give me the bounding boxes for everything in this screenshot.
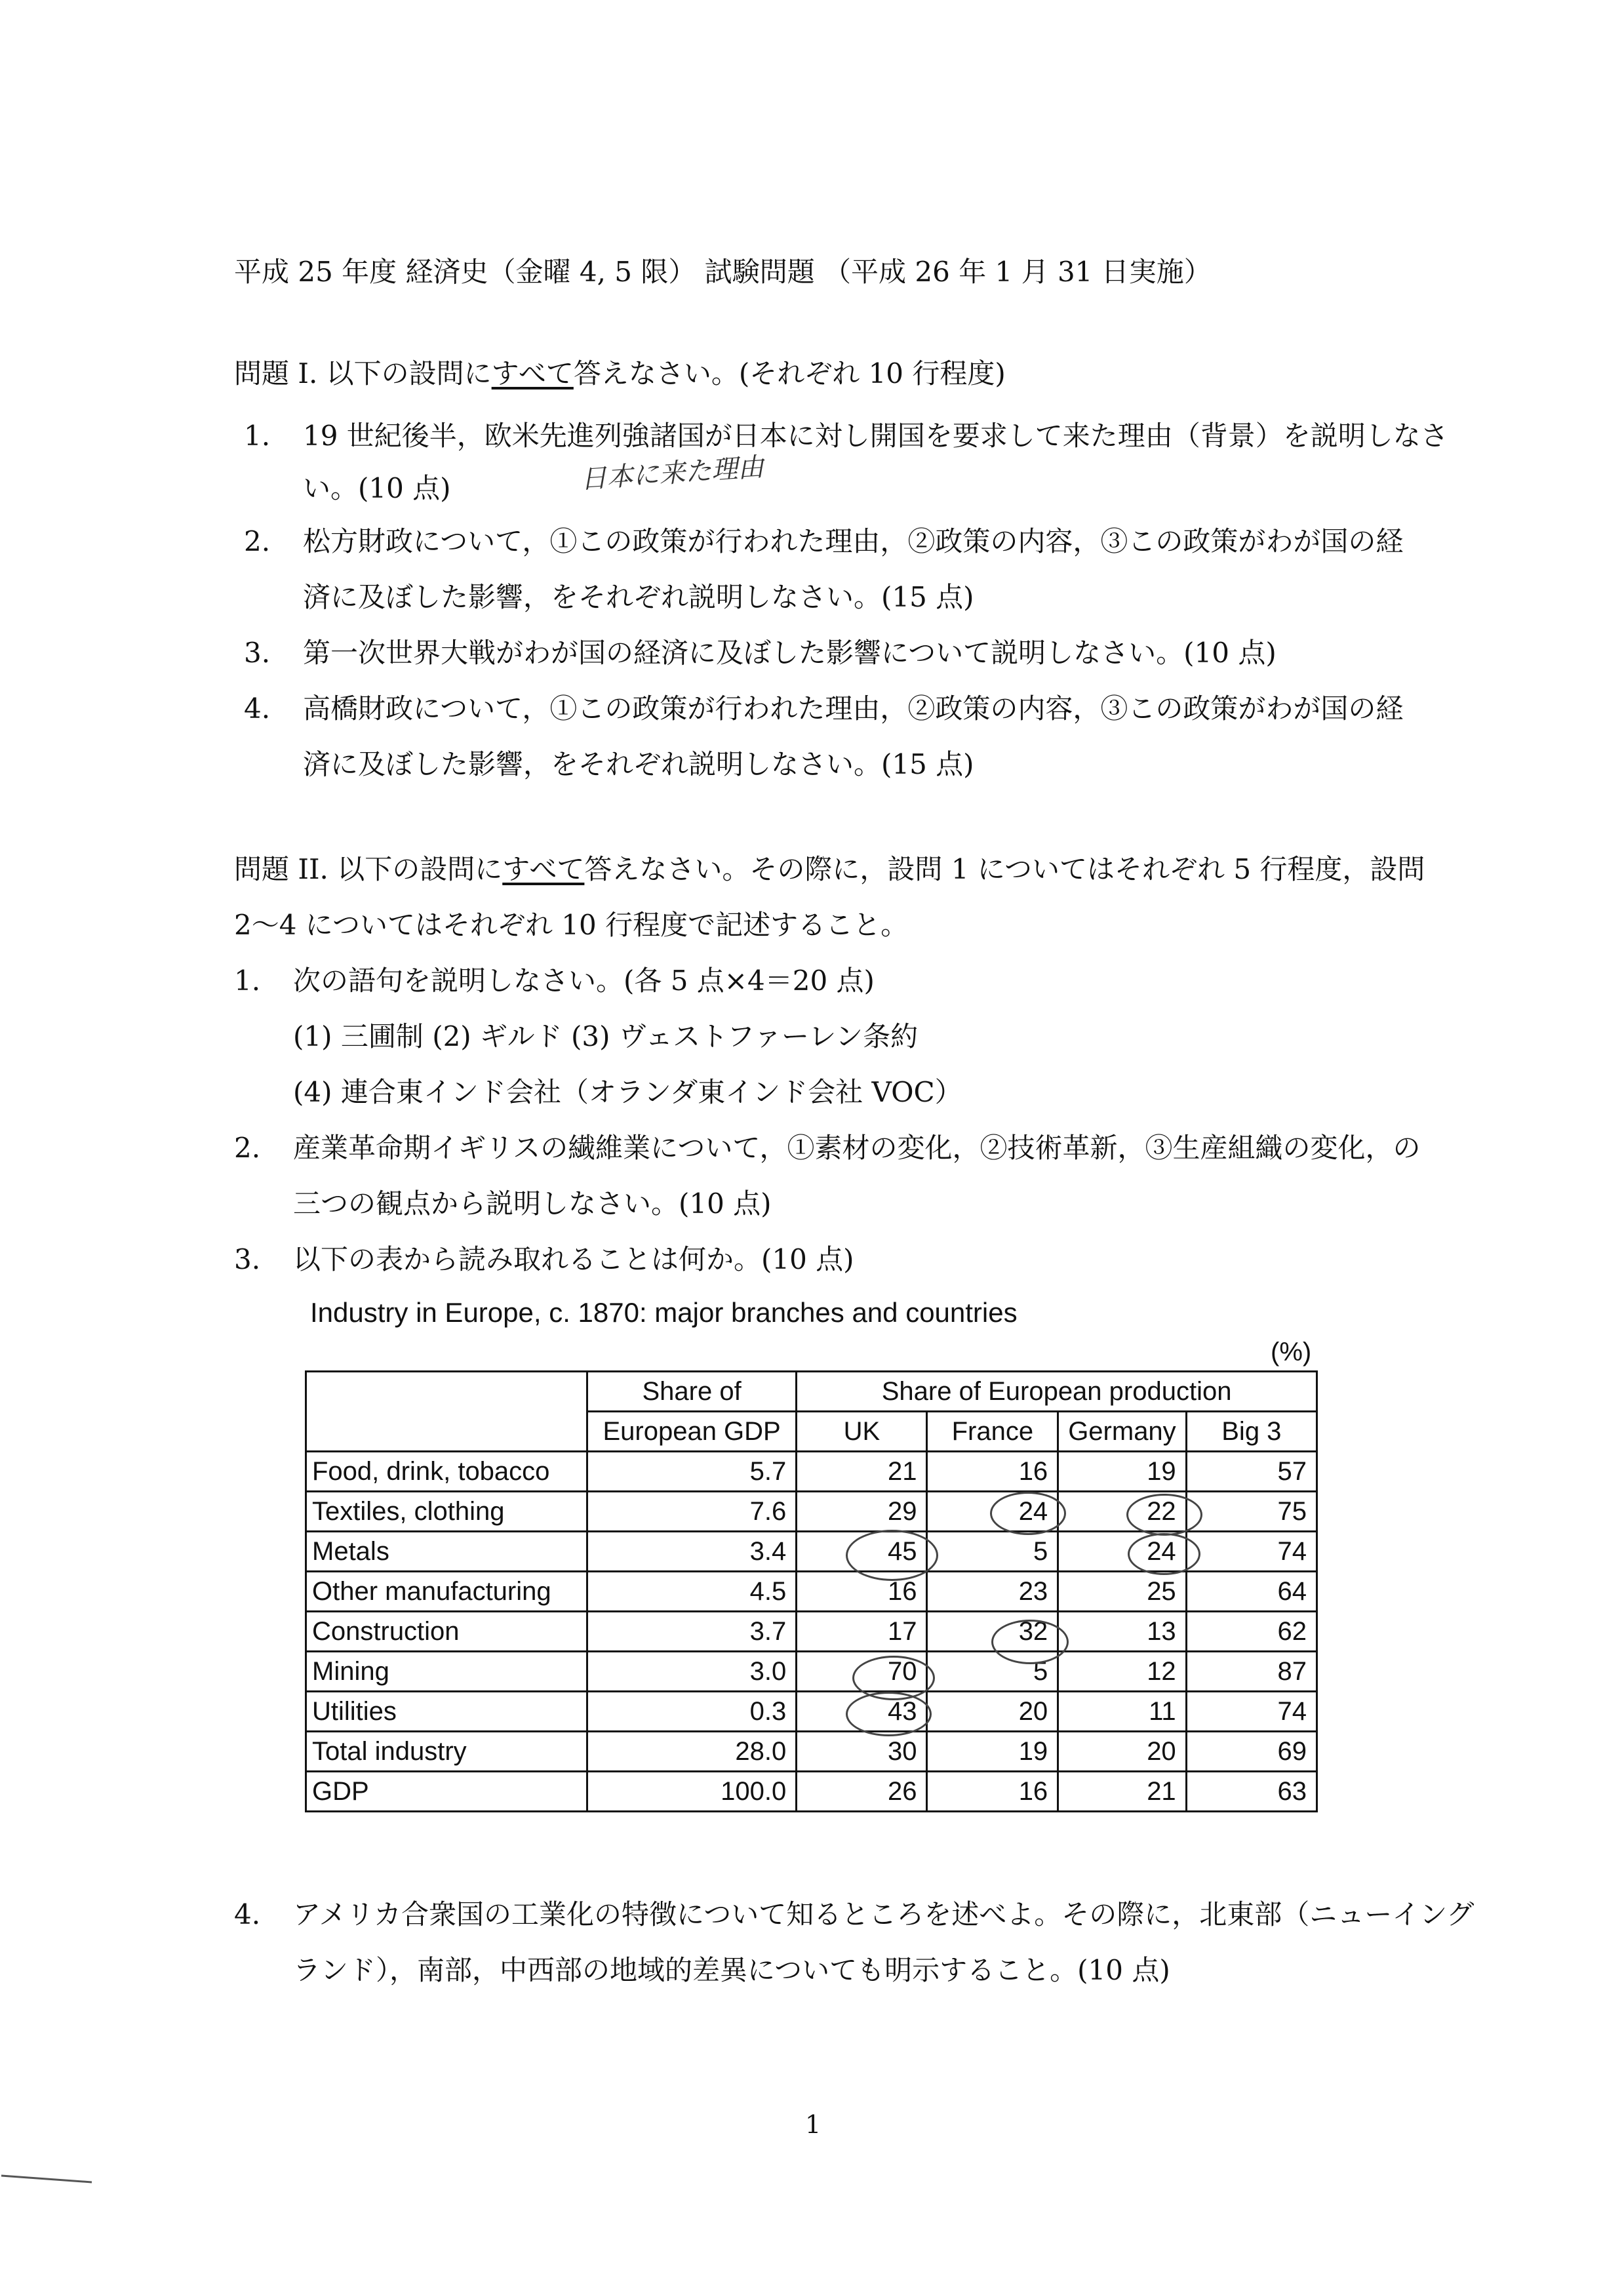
table-header-row-1 [306, 1372, 1317, 1412]
industry-table [305, 1370, 1318, 1812]
cell-gdp: 28.0 [587, 1732, 797, 1772]
question-number: 2. [244, 525, 271, 557]
handwritten-circle-mark [1126, 1494, 1202, 1536]
cell-france: 23 [927, 1572, 1058, 1612]
question-number: 4. [244, 692, 271, 725]
section-1-heading-underlined: すべて [491, 357, 574, 389]
section-1-question-2-line-2: 済に及ぼした影響，をそれぞれ説明しなさい。(15 点) [303, 581, 974, 613]
row-label: Utilities [306, 1692, 587, 1732]
header-france: France [927, 1412, 1058, 1452]
cell-france: 32 [927, 1612, 1058, 1652]
question-text: 以下の表から読み取れることは何か。(10 点) [293, 1243, 854, 1275]
cell-germany: 19 [1058, 1452, 1187, 1492]
question-text: 次の語句を説明しなさい。(各 5 点×4＝20 点) [293, 965, 875, 997]
section-2-question-1-terms-line-1: (1) 三圃制 (2) ギルド (3) ヴェストファーレン条約 [293, 1020, 919, 1052]
header-gdp-line-1: Share of [587, 1372, 797, 1412]
section-2-question-2-line-2: 三つの観点から説明しなさい。(10 点) [293, 1187, 772, 1220]
handwritten-circle-mark [991, 1620, 1069, 1664]
question-number: 1. [234, 965, 261, 997]
cell-gdp: 3.7 [587, 1612, 797, 1652]
cell-france: 5 [927, 1652, 1058, 1692]
cell-gdp: 4.5 [587, 1572, 797, 1612]
question-text: 産業革命期イギリスの繊維業について，①素材の変化，②技術革新，③生産組織の変化，の [293, 1132, 1421, 1164]
cell-uk: 45 [797, 1532, 927, 1572]
cell-big3: 75 [1186, 1492, 1317, 1532]
section-1-question-4-line-2: 済に及ぼした影響，をそれぞれ説明しなさい。(15 点) [303, 748, 974, 780]
cell-france: 5 [927, 1532, 1058, 1572]
table-row [306, 1692, 1317, 1732]
cell-uk: 26 [797, 1772, 927, 1812]
page-number: 1 [805, 2110, 822, 2139]
cell-france: 16 [927, 1772, 1058, 1812]
header-empty-cell [306, 1372, 587, 1452]
cell-france: 19 [927, 1732, 1058, 1772]
cell-uk: 43 [797, 1692, 927, 1732]
row-label: Total industry [306, 1732, 587, 1772]
cell-big3: 74 [1186, 1532, 1317, 1572]
row-label: Mining [306, 1652, 587, 1692]
question-number: 1. [244, 420, 271, 452]
question-text: アメリカ合衆国の工業化の特徴について知るところを述べよ。その際に，北東部（ニューイング [293, 1898, 1475, 1930]
section-2-question-2 [234, 1127, 1420, 1166]
question-number: 3. [244, 637, 271, 669]
section-2-question-4-line-2: ランド），南部，中西部の地域的差異についても明示すること。(10 点) [293, 1954, 1170, 1986]
header-germany: Germany [1058, 1412, 1187, 1452]
table-unit: (%) [1271, 1338, 1312, 1367]
section-1-heading-post: 答えなさい。(それぞれ 10 行程度) [573, 357, 1006, 389]
cell-big3: 57 [1186, 1452, 1317, 1492]
scan-mark [0, 2164, 105, 2190]
cell-france: 24 [927, 1492, 1058, 1532]
section-2-heading [234, 848, 1425, 887]
cell-germany: 22 [1058, 1492, 1187, 1532]
cell-big3: 87 [1186, 1652, 1317, 1692]
cell-germany: 21 [1058, 1772, 1187, 1812]
row-label: Other manufacturing [306, 1572, 587, 1612]
row-label: GDP [306, 1772, 587, 1812]
section-2-heading-underlined: すべて [502, 853, 585, 885]
section-1-heading-pre: 問題 I. 以下の設問に [234, 357, 492, 389]
exam-title: 平成 25 年度 経済史（金曜 4, 5 限） 試験問題 （平成 26 年 1 月 31 日実施） [234, 256, 1212, 288]
section-2-question-3 [234, 1238, 854, 1277]
cell-germany: 13 [1058, 1612, 1187, 1652]
section-2-question-1-terms-line-2: (4) 連合東インド会社（オランダ東インド会社 VOC） [293, 1076, 962, 1108]
cell-germany: 24 [1058, 1532, 1187, 1572]
handwritten-circle-mark [846, 1692, 932, 1736]
table-title: Industry in Europe, c. 1870: major branches and countries [310, 1297, 1018, 1328]
cell-gdp: 3.0 [587, 1652, 797, 1692]
cell-germany: 20 [1058, 1732, 1187, 1772]
section-2-question-4 [234, 1893, 1474, 1932]
cell-germany: 25 [1058, 1572, 1187, 1612]
cell-germany: 11 [1058, 1692, 1187, 1732]
cell-uk: 21 [797, 1452, 927, 1492]
question-text: 19 世紀後半，欧米先進列強諸国が日本に対し開国を要求して来た理由（背景）を説明しなさ [303, 420, 1448, 452]
handwritten-circle-mark [990, 1492, 1066, 1535]
question-text: 松方財政について，①この政策が行われた理由，②政策の内容，③この政策がわが国の経 [303, 525, 1404, 557]
section-1-question-1 [244, 414, 1448, 454]
handwritten-note: 日本に来た理由 [579, 452, 765, 495]
section-2-heading-line-2: 2～4 についてはそれぞれ 10 行程度で記述すること。 [234, 909, 909, 941]
header-share-production: Share of European production [797, 1372, 1317, 1412]
row-label: Textiles, clothing [306, 1492, 587, 1532]
cell-uk: 16 [797, 1572, 927, 1612]
cell-big3: 64 [1186, 1572, 1317, 1612]
cell-uk: 30 [797, 1732, 927, 1772]
row-label: Metals [306, 1532, 587, 1572]
table-row [306, 1572, 1317, 1612]
handwritten-circle-mark [846, 1530, 938, 1581]
section-1-question-1-line-2: い。(10 点) [303, 472, 451, 504]
question-number: 4. [234, 1898, 261, 1930]
section-1-question-4 [244, 687, 1403, 727]
table-row [306, 1452, 1317, 1492]
cell-gdp: 3.4 [587, 1532, 797, 1572]
table-row [306, 1612, 1317, 1652]
cell-gdp: 7.6 [587, 1492, 797, 1532]
cell-uk: 17 [797, 1612, 927, 1652]
table-row [306, 1652, 1317, 1692]
header-gdp-line-2: European GDP [587, 1412, 797, 1452]
cell-big3: 63 [1186, 1772, 1317, 1812]
question-number: 3. [234, 1243, 261, 1275]
cell-uk: 70 [797, 1652, 927, 1692]
header-big3: Big 3 [1186, 1412, 1317, 1452]
question-text: 第一次世界大戦がわが国の経済に及ぼした影響について説明しなさい。(10 点) [303, 637, 1277, 669]
section-1-question-2 [244, 520, 1403, 559]
cell-uk: 29 [797, 1492, 927, 1532]
table-row [306, 1732, 1317, 1772]
question-text: 高橋財政について，①この政策が行われた理由，②政策の内容，③この政策がわが国の経 [303, 692, 1404, 725]
cell-big3: 74 [1186, 1692, 1317, 1732]
row-label: Food, drink, tobacco [306, 1452, 587, 1492]
section-1-heading [234, 352, 1006, 391]
cell-gdp: 0.3 [587, 1692, 797, 1732]
cell-gdp: 5.7 [587, 1452, 797, 1492]
cell-big3: 69 [1186, 1732, 1317, 1772]
row-label: Construction [306, 1612, 587, 1652]
section-2-question-1 [234, 959, 875, 999]
question-number: 2. [234, 1132, 261, 1164]
table-row [306, 1772, 1317, 1812]
cell-gdp: 100.0 [587, 1772, 797, 1812]
header-uk: UK [797, 1412, 927, 1452]
section-1-question-3 [244, 631, 1277, 671]
section-2-heading-pre: 問題 II. 以下の設問に [234, 853, 503, 885]
cell-big3: 62 [1186, 1612, 1317, 1652]
cell-germany: 12 [1058, 1652, 1187, 1692]
section-2-heading-post: 答えなさい。その際に，設問 1 についてはそれぞれ 5 行程度，設問 [584, 853, 1425, 885]
handwritten-circle-mark [1128, 1533, 1200, 1575]
cell-france: 16 [927, 1452, 1058, 1492]
cell-france: 20 [927, 1692, 1058, 1732]
